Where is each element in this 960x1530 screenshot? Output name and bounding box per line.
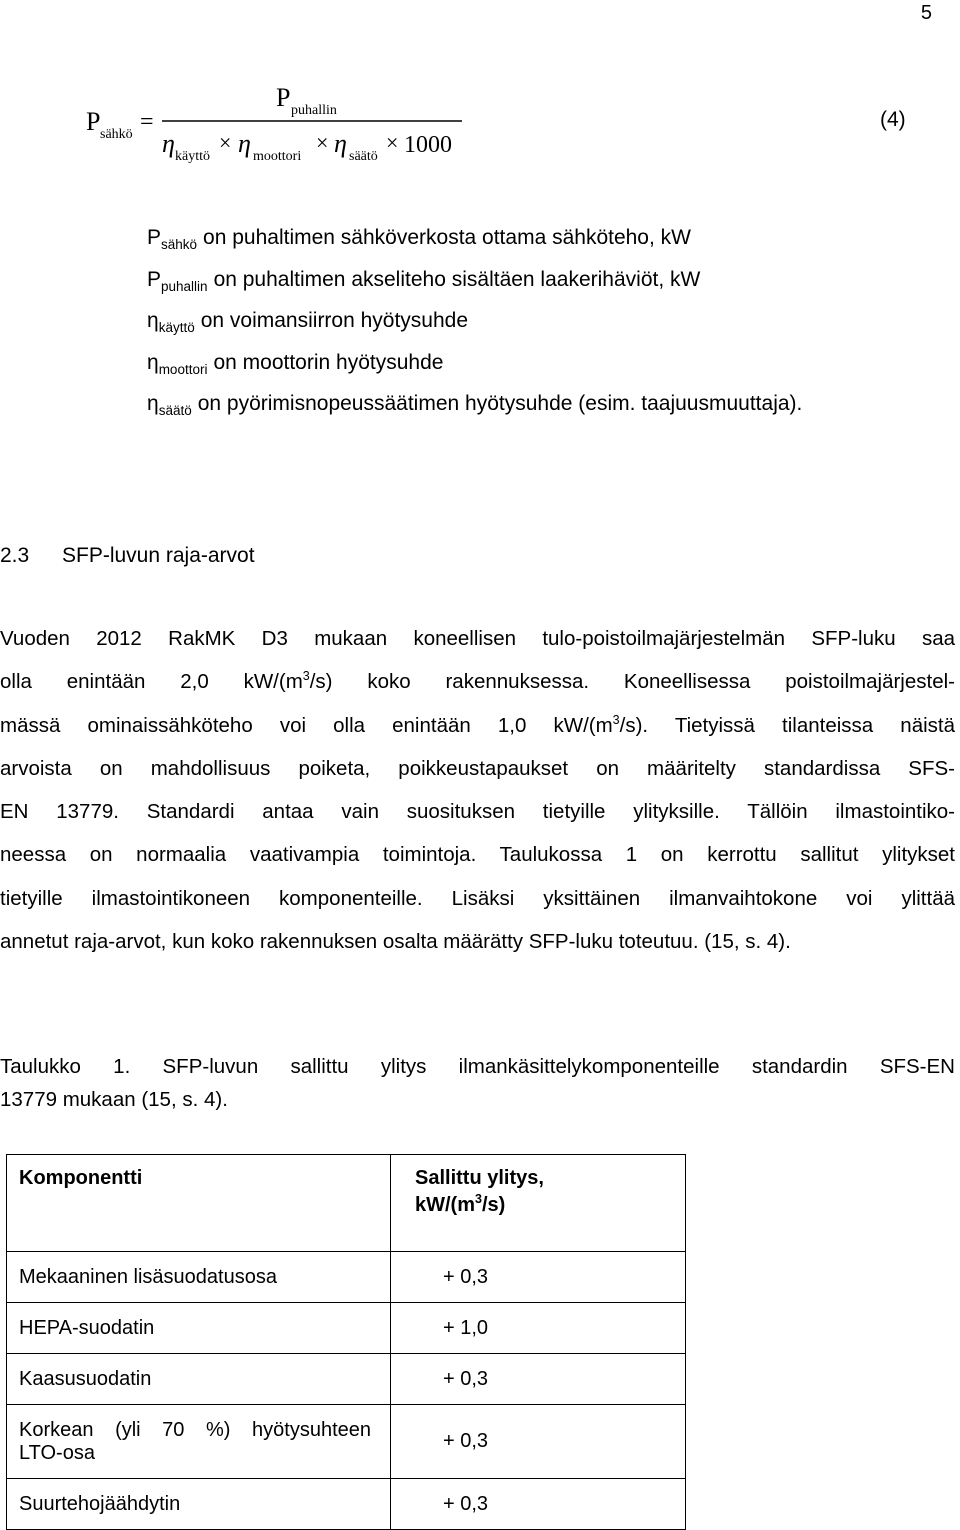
table-row bbox=[7, 1252, 686, 1303]
definition-symbol: P bbox=[147, 267, 162, 291]
definition-text: on moottorin hyötysuhde bbox=[213, 350, 444, 374]
table-row bbox=[7, 1479, 686, 1530]
paragraph-text: mässä ominaissähköteho voi olla enintään 1,0 kW/(m bbox=[0, 713, 613, 737]
definition-text: on voimansiirron hyötysuhde bbox=[200, 309, 469, 332]
cell-component bbox=[7, 1405, 391, 1479]
superscript: 3 bbox=[475, 1192, 482, 1206]
formula-times-2: × bbox=[316, 130, 329, 155]
header-component: Komponentti bbox=[7, 1155, 391, 1252]
table-row bbox=[7, 1405, 686, 1479]
paragraph-text: /s) koko rakennuksessa. Koneellisessa poistoilmajärjestel- bbox=[309, 670, 955, 694]
definition-eta-kaytto bbox=[147, 305, 802, 347]
formula-eta-2: η bbox=[238, 129, 251, 158]
formula-numerator-sub: puhallin bbox=[291, 103, 337, 118]
paragraph-text: olla enintään 2,0 kW/(m bbox=[0, 670, 303, 694]
paragraph-line: Vuoden 2012 RakMK D3 mukaan koneellisen tulo-poistoilmajärjestelmän SFP-luku saa bbox=[0, 627, 955, 650]
cell-component-line2: LTO-osa bbox=[19, 1441, 95, 1464]
table-row bbox=[7, 1354, 686, 1405]
definition-text: on puhaltimen sähköverkosta ottama sähköteho, kW bbox=[203, 226, 691, 249]
formula-sub-moottori: moottori bbox=[253, 149, 302, 164]
cell-value: + 0,3 bbox=[391, 1479, 686, 1530]
formula-times-3: × bbox=[386, 130, 399, 155]
page-number: 5 bbox=[920, 2, 932, 24]
formula-sub-kaytto: käyttö bbox=[175, 149, 210, 164]
formula-eta-3: η bbox=[334, 129, 347, 158]
definition-symbol: η bbox=[147, 350, 159, 374]
formula-lhs-sub: sähkö bbox=[100, 127, 133, 142]
definition-text: on pyörimisnopeussäätimen hyötysuhde (esim. taajuusmuuttaja). bbox=[197, 392, 803, 415]
header-allowed bbox=[391, 1155, 686, 1252]
paragraph-line: arvoista on mahdollisuus poiketa, poikkeustapaukset on määritelty standardissa SFS- bbox=[0, 756, 955, 780]
formula-equals: = bbox=[140, 109, 154, 135]
table-row bbox=[7, 1303, 686, 1354]
cell-component-line1: Korkean (yli 70 %) hyötysuhteen bbox=[19, 1418, 371, 1441]
formula-sub-saato: säätö bbox=[349, 149, 378, 164]
cell-component: HEPA-suodatin bbox=[7, 1303, 391, 1354]
cell-component: Suurtehojäähdytin bbox=[7, 1479, 391, 1530]
definition-p-puhallin bbox=[147, 264, 802, 306]
superscript: 3 bbox=[612, 712, 620, 727]
definition-subscript: moottori bbox=[158, 361, 208, 377]
section-heading bbox=[0, 544, 255, 568]
section-number: 2.3 bbox=[0, 544, 30, 567]
paragraph-line: tietyille ilmastointikoneen komponenteille. Lisäksi yksittäinen ilmanvaihtokone voi ylittää bbox=[0, 886, 955, 910]
formula-lhs-symbol: P bbox=[86, 107, 101, 136]
paragraph-line: annetut raja-arvot, kun koko rakennuksen osalta määrätty SFP-luku toteutuu. (15, s. 4). bbox=[0, 930, 791, 954]
formula-eta-1: η bbox=[162, 129, 175, 158]
body-paragraph bbox=[0, 622, 955, 968]
definition-subscript: sähkö bbox=[161, 237, 198, 252]
formula-4 bbox=[0, 0, 960, 170]
cell-value: + 1,0 bbox=[391, 1303, 686, 1354]
definition-p-sahko bbox=[147, 222, 802, 264]
formula-constant: 1000 bbox=[404, 132, 452, 158]
definition-symbol: P bbox=[147, 226, 162, 249]
caption-line: 13779 mukaan (15, s. 4). bbox=[0, 1088, 228, 1111]
paragraph-line: EN 13779. Standardi antaa vain suosituksen tietyille ylityksille. Tällöin ilmastointiko- bbox=[0, 800, 955, 824]
cell-value: + 0,3 bbox=[391, 1252, 686, 1303]
paragraph-line bbox=[0, 665, 955, 708]
sfp-table bbox=[6, 1154, 686, 1530]
definition-symbol: η bbox=[147, 392, 159, 415]
table-header-row bbox=[7, 1155, 686, 1252]
definition-subscript: käyttö bbox=[158, 320, 195, 335]
paragraph-text: /s). Tietyissä tilanteissa näistä bbox=[619, 713, 955, 737]
cell-value: + 0,3 bbox=[391, 1354, 686, 1405]
header-allowed-line1: Sallittu ylitys, bbox=[415, 1167, 544, 1189]
header-unit: kW/(m bbox=[415, 1194, 475, 1216]
definition-subscript: puhallin bbox=[161, 278, 208, 294]
definition-eta-saato bbox=[147, 388, 802, 430]
table-caption bbox=[0, 1052, 955, 1118]
header-allowed-line2 bbox=[415, 1194, 685, 1217]
paragraph-line: neessa on normaalia vaativampia toimintoja. Taulukossa 1 on kerrottu sallitut ylitykset bbox=[0, 843, 955, 867]
caption-line: Taulukko 1. SFP-luvun sallittu ylitys ilmankäsittelykomponenteille standardin SFS-EN bbox=[0, 1055, 955, 1078]
definition-symbol: η bbox=[147, 309, 159, 332]
cell-component: Kaasusuodatin bbox=[7, 1354, 391, 1405]
paragraph-line bbox=[0, 709, 955, 752]
cell-component: Mekaaninen lisäsuodatusosa bbox=[7, 1252, 391, 1303]
equation-number: (4) bbox=[880, 108, 906, 131]
definition-text: on puhaltimen akseliteho sisältäen laakerihäviöt, kW bbox=[213, 267, 701, 291]
cell-value: + 0,3 bbox=[391, 1405, 686, 1479]
formula-times-1: × bbox=[219, 130, 232, 155]
definition-subscript: säätö bbox=[158, 403, 192, 418]
definition-eta-moottori bbox=[147, 347, 802, 389]
symbol-definitions bbox=[147, 222, 802, 430]
header-unit: /s) bbox=[481, 1194, 506, 1216]
formula-block bbox=[0, 0, 960, 170]
superscript: 3 bbox=[302, 669, 310, 684]
formula-numerator-symbol: P bbox=[276, 83, 291, 112]
section-title: SFP-luvun raja-arvot bbox=[62, 544, 255, 567]
